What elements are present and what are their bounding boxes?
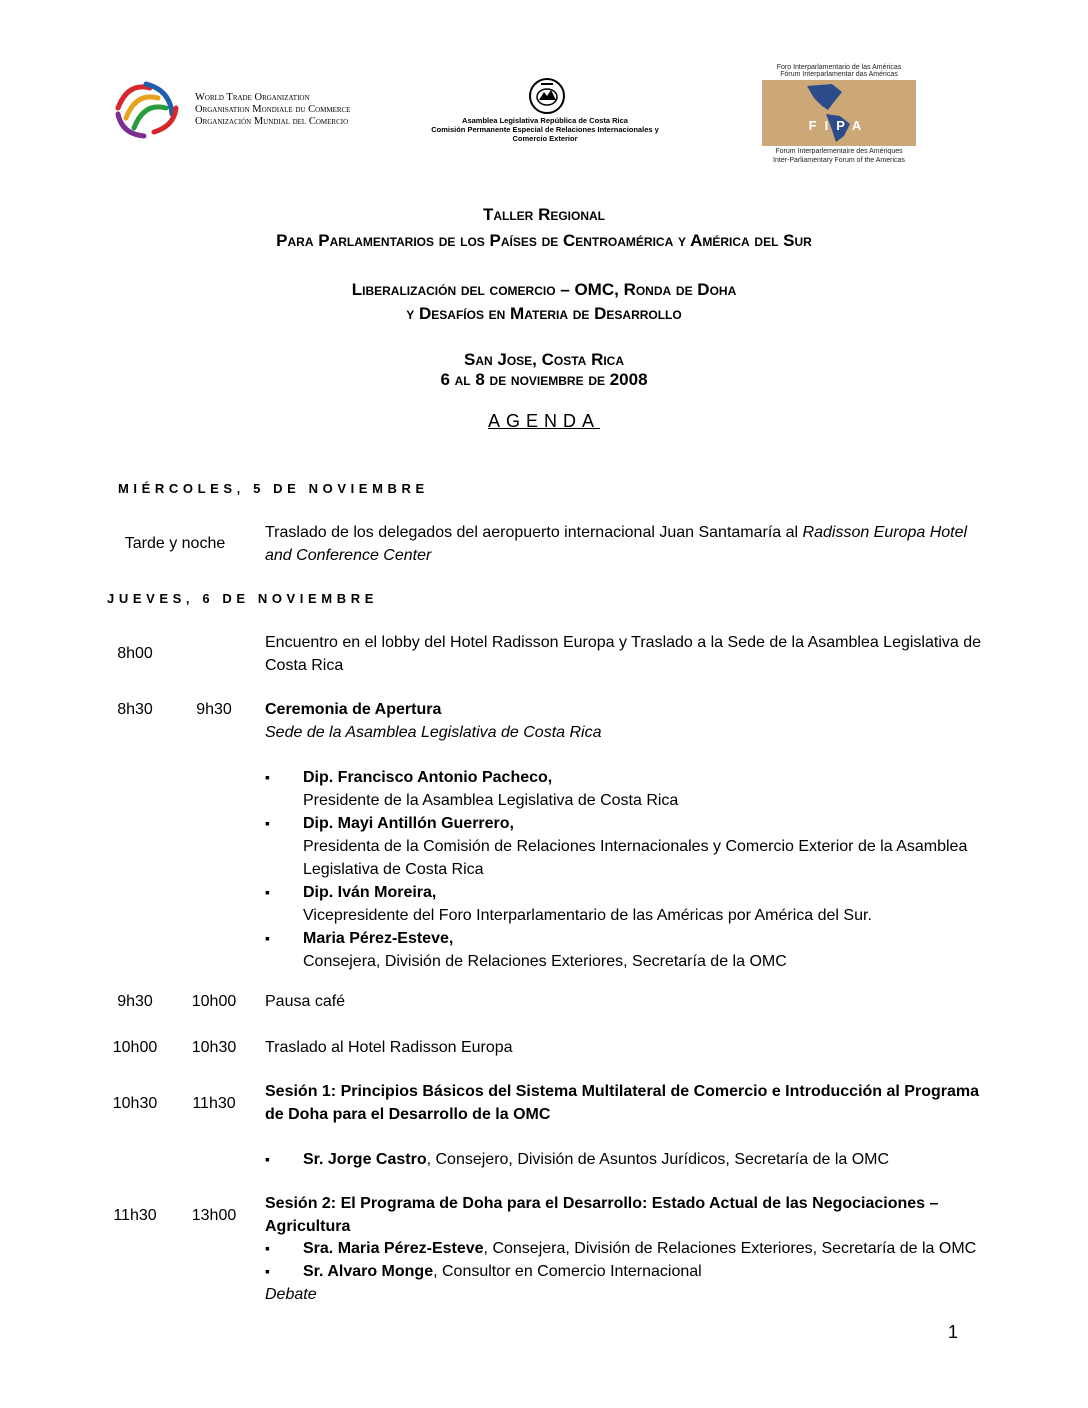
wto-name-fr: Organisation Mondiale du Commerce [195,104,351,115]
agenda-item-opening-ceremony [265,698,987,744]
speaker-role: Vicepresidente del Foro Interparlamentario de las Américas por América del Sur. [303,907,872,924]
session-1-title: Sesión 1: Principios Básicos del Sistema Multilateral de Comercio e Introducción al Programa de Doha para el Desarrollo de la OMC [265,1083,979,1123]
arrival-text: Traslado de los delegados del aeropuerto internacional Juan Santamaría al [265,524,803,541]
list-item [265,1148,987,1171]
session-2-closing: Debate [265,1286,317,1303]
list-item [265,927,987,973]
session-venue: Sede de la Asamblea Legislativa de Costa Rica [265,724,602,741]
speaker-role: Presidente de la Asamblea Legislativa de Costa Rica [303,792,679,809]
session-2-title: Sesión 2: El Programa de Doha para el Desarrollo: Estado Actual de las Negociaciones – Agricultura [265,1195,939,1235]
agenda-item-arrival [265,521,987,567]
time-start: 9h30 [117,993,153,1010]
assembly-line-1: Asamblea Legislativa República de Costa Rica [462,116,628,125]
wto-name-es: Organización Mundial del Comercio [195,116,349,127]
speaker-role: , Consejera, División de Relaciones Exteriores, Secretaría de la OMC [483,1240,977,1257]
time-end: 10h30 [191,1039,237,1056]
time-wednesday-evening: Tarde y noche [124,535,226,552]
speaker-name: ▪ Dip. Iván Moreira, [303,884,437,901]
fipa-top-line-2: Fórum Interparlamentar das Américas [780,71,898,78]
fipa-logo-text: FIPA [808,118,870,133]
day-heading-wednesday: MIÉRCOLES, 5 DE NOVIEMBRE [118,481,429,496]
speaker-role: Consejera, División de Relaciones Exteriores, Secretaría de la OMC [303,953,787,970]
time-end: 13h00 [191,1207,237,1224]
theme-title-line-1: Liberalización del comercio – OMC, Ronda de Doha [351,280,737,299]
session-1-speakers [265,1148,987,1171]
speaker-name: ▪ Dip. Francisco Antonio Pacheco, [303,769,553,786]
session-2-speakers [265,1237,987,1306]
theme-title-line-2: y Desafíos en Materia de Desarrollo [406,304,682,323]
speaker-role: Presidenta de la Comisión de Relaciones Internacionales y Comercio Exterior de la Asamblea Legislativa de Costa Rica [303,838,968,878]
assembly-line-3: Comercio Exterior [512,134,578,143]
list-item [265,881,987,927]
assembly-line-2: Comisión Permanente Especial de Relaciones Internacionales y [431,125,659,134]
speaker-role: , Consultor en Comercio Internacional [433,1263,702,1280]
list-item [265,812,987,881]
wto-globe-icon [110,78,184,140]
agenda-item-transfer-hotel: Traslado al Hotel Radisson Europa [265,1039,513,1056]
wto-logo [110,78,184,140]
workshop-title: Taller Regional [482,205,606,224]
time-start: 8h00 [117,645,153,662]
list-item [265,1237,987,1260]
time-end: 11h30 [192,1095,236,1112]
fipa-bottom-line-2: Inter-Parliamentary Forum of the Americas [773,157,905,164]
speaker-role: , Consejero, División de Asuntos Jurídicos, Secretaría de la OMC [426,1151,890,1168]
time-start: 10h00 [112,1039,158,1056]
list-item [265,1260,987,1283]
event-dates: 6 al 8 de noviembre de 2008 [440,370,648,389]
time-end: 9h30 [196,701,232,718]
seal-icon [527,76,567,116]
time-start: 8h30 [117,701,153,718]
agenda-item-meeting-lobby: Encuentro en el lobby del Hotel Radisson Europa y Traslado a la Sede de la Asamblea Legislativa de Costa Rica [265,634,982,674]
wto-name-block [195,92,350,128]
assembly-name-block [400,116,690,143]
session-title: Ceremonia de Apertura [265,701,442,718]
americas-map-icon [762,80,916,146]
agenda-item-coffee-break: Pausa café [265,993,346,1010]
speaker-name: Sra. Maria Pérez-Esteve [303,1240,484,1257]
opening-speakers-list [265,766,987,973]
time-start: 11h30 [113,1207,157,1224]
speaker-name: Sr. Alvaro Monge [303,1263,434,1280]
wto-name-en: World Trade Organization [195,92,310,103]
arrival-hotel: Radisson Europa Hotel and Conference Center [265,524,968,564]
costa-rica-seal [527,76,567,116]
workshop-subtitle: Para Parlamentarios de los Países de Centroamérica y América del Sur [276,231,812,250]
fipa-bottom-line-1: Forum Interparlementaire des Amériques [775,148,903,155]
fipa-logo [760,64,918,164]
day-heading-thursday: JUEVES, 6 DE NOVIEMBRE [107,591,378,606]
page-number: 1 [948,1322,959,1342]
speaker-name: ▪ Maria Pérez-Esteve, [303,930,454,947]
time-end: 10h00 [191,993,237,1010]
time-start: 10h30 [112,1095,158,1112]
venue-location: San Jose, Costa Rica [463,350,625,369]
speaker-name: ▪ Dip. Mayi Antillón Guerrero, [303,815,514,832]
fipa-top-line-1: Foro Interparlamentario de las Américas [776,64,902,71]
fipa-emblem [762,80,916,146]
speaker-name: Sr. Jorge Castro [303,1151,427,1168]
list-item [265,766,987,812]
agenda-heading: AGENDA [487,411,601,431]
